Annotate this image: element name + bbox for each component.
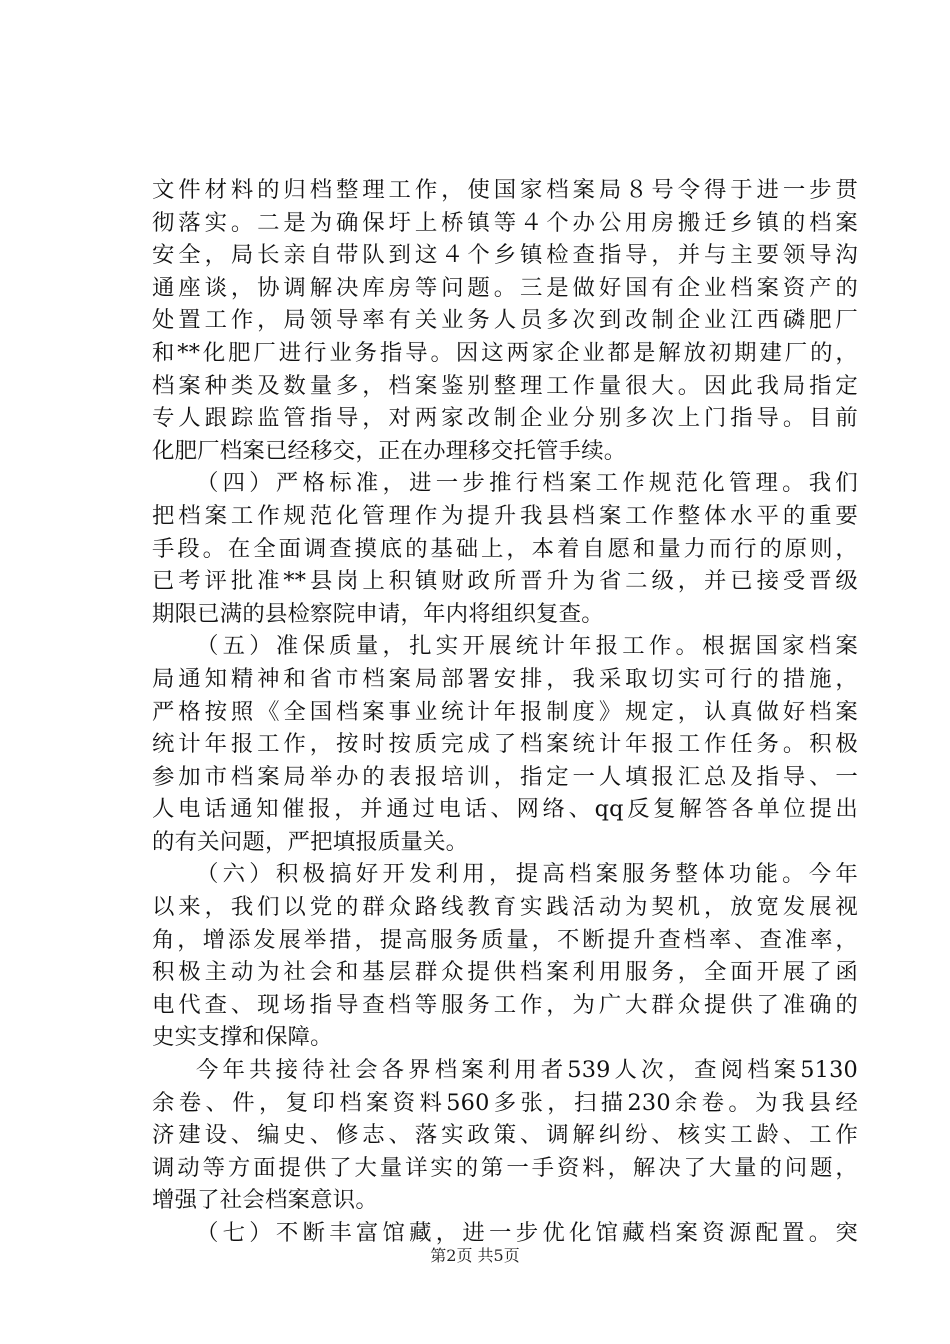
text-line: 局通知精神和省市档案局部署安排，我采取切实可行的措施， xyxy=(152,665,858,692)
text-line: （五）准保质量，扎实开展统计年报工作。根据国家档案 xyxy=(196,633,858,660)
text-line: 人电话通知催报，并通过电话、网络、qq反复解答各单位提出 xyxy=(152,796,858,823)
text-line: 处置工作，局领导率有关业务人员多次到改制企业江西磷肥厂 xyxy=(152,307,858,334)
document-body xyxy=(152,174,858,1250)
text-line: 的有关问题，严把填报质量关。 xyxy=(152,828,469,855)
text-line: 期限已满的县检察院申请，年内将组织复查。 xyxy=(152,600,604,627)
page-number: 第2页 共5页 xyxy=(430,1246,520,1265)
text-line: 以来，我们以党的群众路线教育实践活动为契机，放宽发展视 xyxy=(152,894,858,921)
page-footer xyxy=(0,1246,950,1266)
text-line: 积极主动为社会和基层群众提供档案利用服务，全面开展了函 xyxy=(152,959,858,986)
text-line: 济建设、编史、修志、落实政策、调解纠纷、核实工龄、工作 xyxy=(152,1122,858,1149)
text-line: （四）严格标准，进一步推行档案工作规范化管理。我们 xyxy=(196,470,858,497)
text-line: 化肥厂档案已经移交，正在办理移交托管手续。 xyxy=(152,437,627,464)
text-line: 和**化肥厂进行业务指导。因这两家企业都是解放初期建厂的， xyxy=(152,339,858,366)
text-line: 已考评批准**县岗上积镇财政所晋升为省二级，并已接受晋级 xyxy=(152,568,858,595)
text-line: 专人跟踪监管指导，对两家改制企业分别多次上门指导。目前 xyxy=(152,405,858,432)
text-line: 统计年报工作，按时按质完成了档案统计年报工作任务。积极 xyxy=(152,731,858,758)
text-line: 角，增添发展举措，提高服务质量，不断提升查档率、查准率， xyxy=(152,926,858,953)
text-line: 电代查、现场指导查档等服务工作，为广大群众提供了准确的 xyxy=(152,991,858,1018)
text-line: 彻落实。二是为确保圩上桥镇等４个办公用房搬迁乡镇的档案 xyxy=(152,209,858,236)
text-line: 文件材料的归档整理工作，使国家档案局８号令得于进一步贯 xyxy=(152,177,858,203)
text-line: 史实支撑和保障。 xyxy=(152,1024,333,1051)
text-line: 增强了社会档案意识。 xyxy=(152,1187,378,1214)
text-line: （七）不断丰富馆藏，进一步优化馆藏档案资源配置。突 xyxy=(196,1220,858,1246)
text-line: （六）积极搞好开发利用，提高档案服务整体功能。今年 xyxy=(196,861,858,888)
text-line: 余卷、件，复印档案资料560多张，扫描230余卷。为我县经 xyxy=(152,1089,858,1116)
text-line: 参加市档案局举办的表报培训，指定一人填报汇总及指导、一 xyxy=(152,763,858,790)
text-line: 调动等方面提供了大量详实的第一手资料，解决了大量的问题， xyxy=(152,1154,858,1181)
text-line: 今年共接待社会各界档案利用者539人次，查阅档案5130 xyxy=(196,1057,858,1084)
text-line: 把档案工作规范化管理作为提升我县档案工作整体水平的重要 xyxy=(152,502,858,529)
text-line: 严格按照《全国档案事业统计年报制度》规定，认真做好档案 xyxy=(152,698,858,725)
text-line: 通座谈，协调解决库房等问题。三是做好国有企业档案资产的 xyxy=(152,274,858,301)
text-line: 档案种类及数量多，档案鉴别整理工作量很大。因此我局指定 xyxy=(152,372,858,399)
text-line: 安全，局长亲自带队到这４个乡镇检查指导，并与主要领导沟 xyxy=(152,242,858,269)
text-line: 手段。在全面调查摸底的基础上，本着自愿和量力而行的原则， xyxy=(152,535,858,562)
